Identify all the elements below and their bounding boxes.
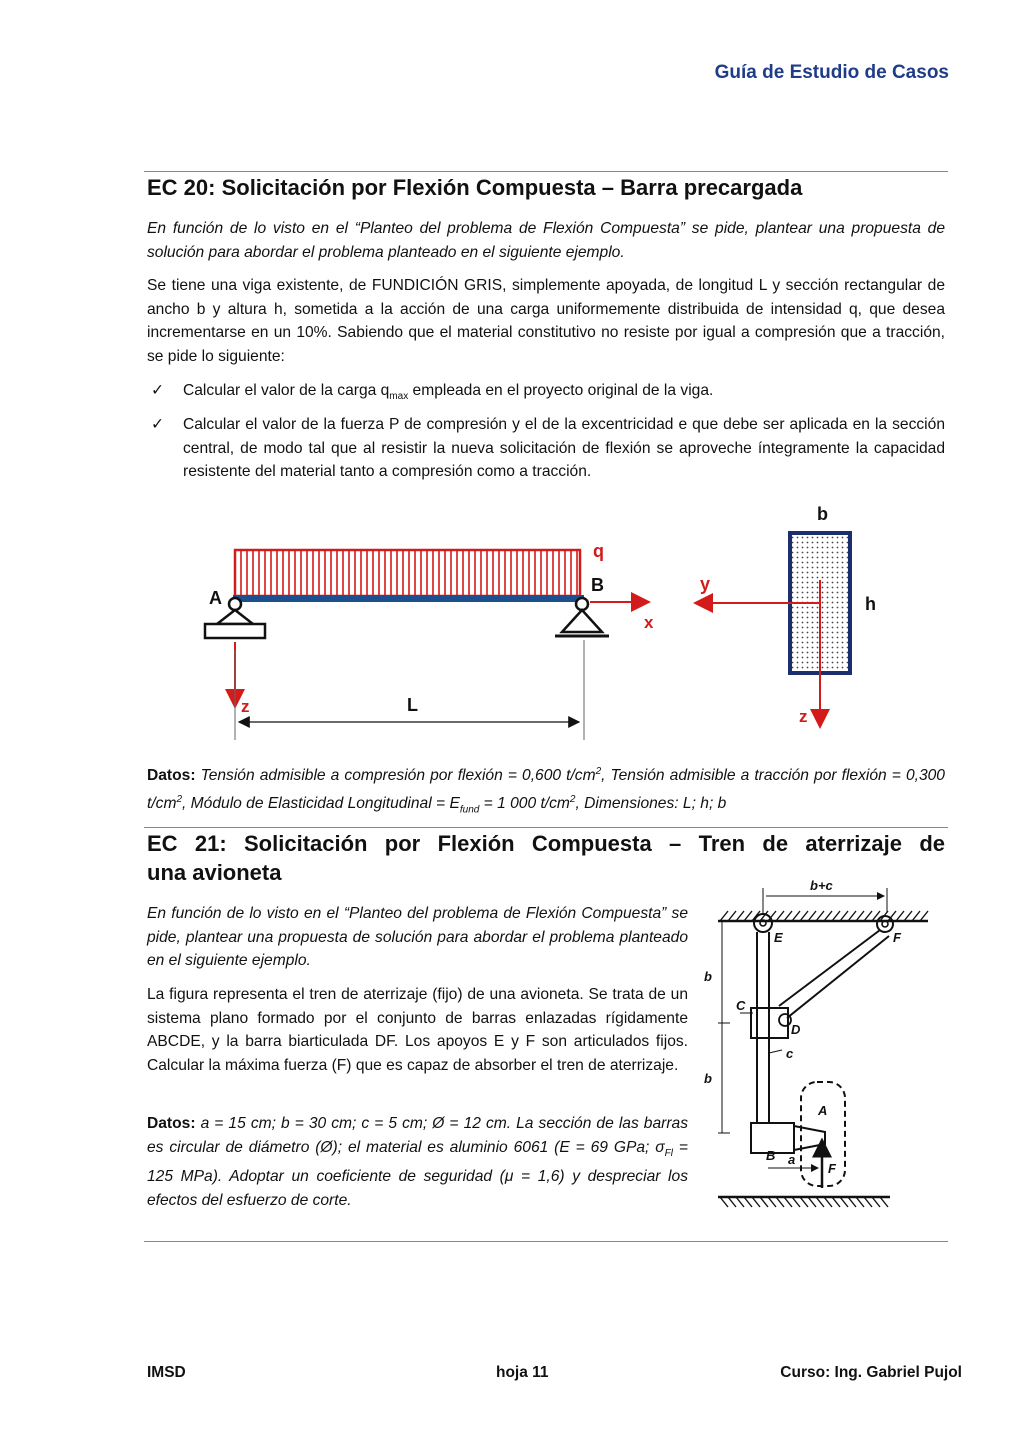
- ec20-check-2: ✓ Calcular el valor de la fuerza P de compresión y el de la excentricidad e que debe ser aplicada en la sección central, de modo tal que al resistir la nueva solicitación de flexión se aproveche íntegramente la capacidad resistente del material tanto a compresión como a tracción.: [147, 413, 945, 484]
- section-divider: [144, 171, 948, 172]
- label-b-point: B: [591, 575, 604, 595]
- label-a: A: [209, 588, 222, 608]
- beam: [233, 595, 584, 602]
- ec21-intro: En función de lo visto en el “Planteo del problema de Flexión Compuesta” se pide, plantear una propuesta de solución para abordar el problema planteado en el siguiente ejemplo.: [147, 905, 688, 969]
- ec20-heading: EC 20: Solicitación por Flexión Compuesta – Barra precargada: [147, 175, 803, 200]
- label-c-dim: c: [786, 1046, 794, 1061]
- label-z-axis: z: [241, 697, 250, 716]
- label-d: D: [791, 1022, 801, 1037]
- ec21-datos: Datos: a = 15 cm; b = 30 cm; c = 5 cm; Ø = 12 cm. La sección de las barras es circular de diámetro (Ø); el material es aluminio 6061 (E = 69 GPa; $\sigma_{Fl} = 125$ MPa). Adoptar un coeficiente de seguridad (μ = 1,6) y despreciar los efectos del esfuerzo de corte.: [147, 1115, 688, 1209]
- ec20-datos: Datos: Tensión admisible a compresión por flexión = 0,600 $t/cm^2$, Tensión admisible a tracción por flexión = 0,300 $t/cm^2$, Módulo de Elasticidad Longitudinal = $E_{fund} = 1$ 000 $t/cm^2$, Dimensiones: L; h; b: [147, 766, 945, 815]
- ec20-intro: En función de lo visto en el “Planteo del problema de Flexión Compuesta” se pide, plantear una propuesta de solución para abordar el problema planteado en el siguiente ejemplo.: [147, 220, 945, 261]
- ec21-heading-line2: una avioneta: [147, 860, 282, 885]
- footer-right: Curso: Ing. Gabriel Pujol: [780, 1364, 962, 1381]
- label-b-dim: b: [704, 969, 712, 984]
- footer-left: IMSD: [147, 1364, 186, 1381]
- ec20-body: Se tiene una viga existente, de FUNDICIÓN GRIS, simplemente apoyada, de longitud L y sección rectangular de ancho b y altura h, sometida a la acción de una carga uniformemente distribuida de intensidad q, que desea incrementarse en un 10%. Sabiendo que el material constitutivo no resiste por igual a compresión que a tracción, se pide lo siguiente:: [147, 277, 945, 365]
- checkmark-icon: ✓: [151, 416, 165, 433]
- label-f-support: F: [893, 930, 901, 945]
- checkmark-icon: ✓: [151, 382, 165, 399]
- section-divider: [144, 1241, 948, 1242]
- label-width: b: [817, 504, 828, 524]
- label-y-axis: y: [700, 574, 711, 594]
- label-x-axis: x: [644, 613, 654, 632]
- label-f-force: F: [828, 1161, 836, 1176]
- label-c-point: C: [736, 998, 746, 1013]
- label-a-dim: a: [788, 1152, 796, 1167]
- label-height: h: [865, 594, 876, 614]
- ec21-heading-line1: EC 21: Solicitación por Flexión Compuesta – Tren de aterrizaje de: [147, 831, 945, 856]
- section-divider: [144, 827, 948, 828]
- support-b-icon: [555, 598, 609, 636]
- label-bc: b+c: [810, 878, 833, 893]
- landing-gear-figure: [700, 878, 935, 1208]
- label-q: q: [593, 541, 604, 561]
- ec20-check-1: ✓ Calcular el valor de la carga $q_{max}$ empleada en el proyecto original de la viga.: [147, 379, 945, 409]
- label-e: E: [774, 930, 783, 945]
- beam-figure: [195, 500, 895, 745]
- distributed-load: [235, 550, 580, 596]
- label-b-point: B: [766, 1148, 776, 1163]
- label-a-point: A: [818, 1103, 828, 1118]
- label-length: L: [407, 695, 418, 715]
- ec21-body: La figura representa el tren de aterrizaje (fijo) de una avioneta. Se trata de un sistema plano formado por el conjunto de barras enlazadas rígidamente ABCDE, y la barra biarticulada DF. Los apoyos E y F son articulados fijos. Calcular la máxima fuerza (F) que es capaz de absorber el tren de aterrizaje.: [147, 986, 688, 1074]
- header-title: Guía de Estudio de Casos: [714, 62, 949, 83]
- footer-page: hoja 11: [496, 1364, 549, 1381]
- label-z-axis-section: z: [799, 707, 808, 726]
- label-b-dim-lower: b: [704, 1071, 712, 1086]
